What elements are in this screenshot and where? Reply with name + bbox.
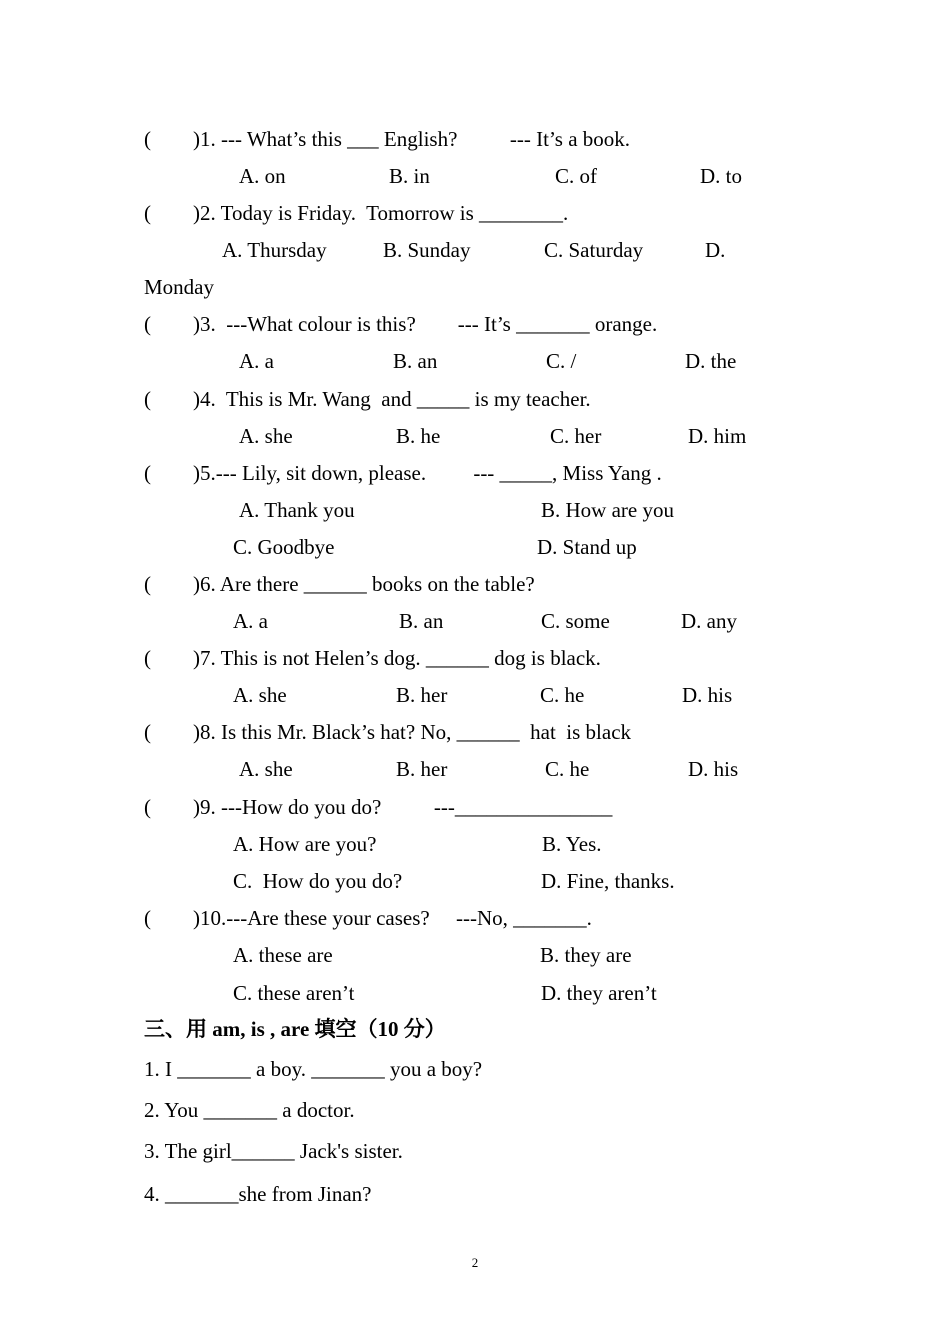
question-3-option-d: D. the xyxy=(685,349,737,373)
question-7-option-b: B. her xyxy=(396,683,448,707)
question-4-stem: ( )4. This is Mr. Wang and _____ is my teacher. xyxy=(144,387,591,411)
question-7-option-a: A. she xyxy=(233,683,287,707)
question-7-option-d: D. his xyxy=(682,683,733,707)
question-10-option-b: B. they are xyxy=(540,943,632,967)
question-3-option-c: C. / xyxy=(546,349,577,373)
question-2-option-d-continued: Monday xyxy=(144,275,214,299)
question-4-option-d: D. him xyxy=(688,424,747,448)
question-1-option-a: A. on xyxy=(239,164,286,188)
section-3-title: 三、用 am, is , are 填空（10 分） xyxy=(144,1017,446,1041)
question-2-option-a: A. Thursday xyxy=(222,238,327,262)
question-1-stem: ( )1. --- What’s this ___ English? --- It’s a book. xyxy=(144,127,631,151)
question-6-option-c: C. some xyxy=(541,609,610,633)
question-5-option-b: B. How are you xyxy=(541,498,674,522)
question-7-stem: ( )7. This is not Helen’s dog. ______ dog is black. xyxy=(144,646,601,670)
question-8-option-a: A. she xyxy=(239,757,293,781)
section-3-item-2: 2. You _______ a doctor. xyxy=(144,1098,355,1122)
question-8-stem: ( )8. Is this Mr. Black’s hat? No, ______ hat is black xyxy=(144,720,632,744)
question-1-option-d: D. to xyxy=(700,164,742,188)
question-10-option-d: D. they aren’t xyxy=(541,981,657,1005)
question-9-stem: ( )9. ---How do you do? ---_______________ xyxy=(144,795,613,819)
question-5-option-c: C. Goodbye xyxy=(233,535,335,559)
question-3-option-b: B. an xyxy=(393,349,438,373)
question-5-stem: ( )5.--- Lily, sit down, please. --- _____, Miss Yang . xyxy=(144,461,662,485)
question-5-option-a: A. Thank you xyxy=(239,498,355,522)
question-2-stem: ( )2. Today is Friday. Tomorrow is ________. xyxy=(144,201,569,225)
question-6-option-d: D. any xyxy=(681,609,737,633)
question-8-option-b: B. her xyxy=(396,757,448,781)
section-3-item-1: 1. I _______ a boy. _______ you a boy? xyxy=(144,1057,483,1081)
question-1-option-b: B. in xyxy=(389,164,430,188)
question-10-option-a: A. these are xyxy=(233,943,333,967)
question-9-option-b: B. Yes. xyxy=(542,832,602,856)
question-6-option-a: A. a xyxy=(233,609,268,633)
question-6-option-b: B. an xyxy=(399,609,444,633)
question-9-option-a: A. How are you? xyxy=(233,832,377,856)
question-2-option-d: D. xyxy=(705,238,726,262)
question-7-option-c: C. he xyxy=(540,683,585,707)
question-9-option-c: C. How do you do? xyxy=(233,869,403,893)
question-3-stem: ( )3. ---What colour is this? --- It’s _______ orange. xyxy=(144,312,658,336)
question-10-option-c: C. these aren’t xyxy=(233,981,355,1005)
section-3-item-3: 3. The girl______ Jack's sister. xyxy=(144,1139,403,1163)
question-4-option-a: A. she xyxy=(239,424,293,448)
question-8-option-c: C. he xyxy=(545,757,590,781)
question-9-option-d: D. Fine, thanks. xyxy=(541,869,675,893)
question-10-stem: ( )10.---Are these your cases? ---No, _______. xyxy=(144,906,592,930)
section-3-item-4: 4. _______she from Jinan? xyxy=(144,1182,372,1206)
question-2-option-c: C. Saturday xyxy=(544,238,644,262)
question-4-option-b: B. he xyxy=(396,424,441,448)
question-2-option-b: B. Sunday xyxy=(383,238,471,262)
question-4-option-c: C. her xyxy=(550,424,602,448)
question-5-option-d: D. Stand up xyxy=(537,535,637,559)
page-number: 2 xyxy=(471,1255,479,1270)
question-8-option-d: D. his xyxy=(688,757,739,781)
question-3-option-a: A. a xyxy=(239,349,274,373)
question-6-stem: ( )6. Are there ______ books on the table? xyxy=(144,572,535,596)
question-1-option-c: C. of xyxy=(555,164,597,188)
